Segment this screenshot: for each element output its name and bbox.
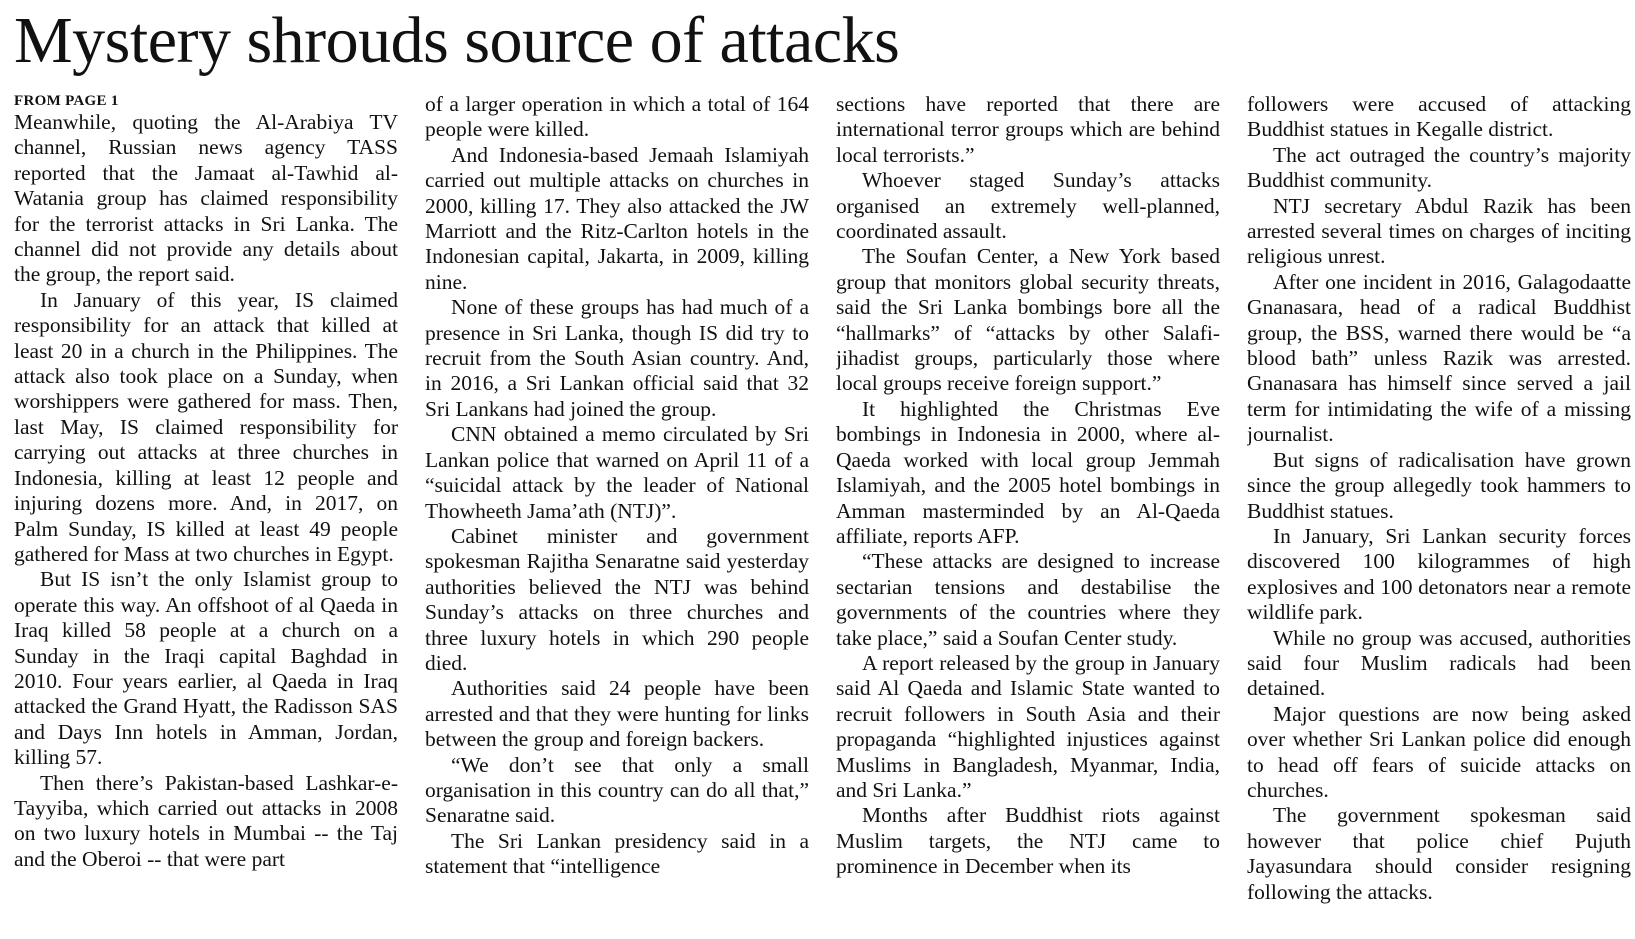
paragraph: Meanwhile, quoting the Al-Arabiya TV channel, Russian news agency TASS reported that the Jamaat al-Tawhid al-Watania group has claimed responsibility for the terrorist attacks in Sri Lanka. The channel did not provide any details about the group, the report said. bbox=[14, 110, 398, 287]
paragraph: “We don’t see that only a small organisation in this country can do all that,” Senaratne said. bbox=[425, 752, 809, 828]
article-column-1 bbox=[14, 92, 398, 922]
paragraph: In January of this year, IS claimed responsibility for an attack that killed at least 20 in a church in the Philippines. The attack also took place on a Sunday, when worshippers were gathered for mass. Then, last May, IS claimed responsibility for carrying out attacks at three churches in Indonesia, killing at least 12 people and injuring dozens more. And, in 2017, on Palm Sunday, IS killed at least 49 people gathered for Mass at two churches in Egypt. bbox=[14, 287, 398, 566]
paragraph: Whoever staged Sunday’s attacks organised an extremely well-planned, coordinated assault. bbox=[836, 168, 1220, 244]
headline: Mystery shrouds source of attacks bbox=[14, 4, 900, 77]
paragraph: followers were accused of attacking Buddhist statues in Kegalle district. bbox=[1247, 92, 1631, 142]
paragraph: In January, Sri Lankan security forces discovered 100 kilogrammes of high explosives and 100 detonators near a remote wildlife park. bbox=[1247, 523, 1631, 625]
paragraph: Cabinet minister and government spokesman Rajitha Senaratne said yesterday authorities believed the NTJ was behind Sunday’s attacks on three churches and three luxury hotels in which 290 people died. bbox=[425, 523, 809, 675]
paragraph: But IS isn’t the only Islamist group to operate this way. An offshoot of al Qaeda in Iraq killed 58 people at a church on a Sunday in the Iraqi capital Baghdad in 2010. Four years earlier, al Qaeda in Iraq attacked the Grand Hyatt, the Radisson SAS and Days Inn hotels in Amman, Jordan, killing 57. bbox=[14, 567, 398, 770]
paragraph: “These attacks are designed to increase sectarian tensions and destabilise the governments of the countries where they take place,” said a Soufan Center study. bbox=[836, 549, 1220, 650]
paragraph: Authorities said 24 people have been arrested and that they were hunting for links between the group and foreign backers. bbox=[425, 676, 809, 752]
article-column-3 bbox=[836, 92, 1220, 922]
paragraph: CNN obtained a memo circulated by Sri Lankan police that warned on April 11 of a “suicidal attack by the leader of National Thowheeth Jama’ath (NTJ)”. bbox=[425, 422, 809, 523]
article-column-2 bbox=[425, 92, 809, 922]
paragraph: But signs of radicalisation have grown since the group allegedly took hammers to Buddhist statues. bbox=[1247, 447, 1631, 523]
paragraph: Then there’s Pakistan-based Lashkar-e-Tayyiba, which carried out attacks in 2008 on two luxury hotels in Mumbai -- the Taj and the Oberoi -- that were part bbox=[14, 770, 398, 871]
paragraph: The government spokesman said however that police chief Pujuth Jayasundara should consider resigning following the attacks. bbox=[1247, 803, 1631, 904]
article-columns bbox=[14, 92, 1631, 922]
paragraph: While no group was accused, authorities said four Muslim radicals had been detained. bbox=[1247, 625, 1631, 701]
paragraph: sections have reported that there are international terror groups which are behind local terrorists.” bbox=[836, 92, 1220, 167]
paragraph: The Soufan Center, a New York based group that monitors global security threats, said the Sri Lanka bombings bore all the “hallmarks” of “attacks by other Salafi-jihadist groups, particularly those where local groups receive foreign support.” bbox=[836, 244, 1220, 396]
paragraph: of a larger operation in which a total of 164 people were killed. bbox=[425, 92, 809, 142]
paragraph: A report released by the group in January said Al Qaeda and Islamic State wanted to recruit followers in South Asia and their propaganda “highlighted injustices against Muslims in Bangladesh, Myanmar, India, and Sri Lanka.” bbox=[836, 650, 1220, 802]
article-column-4 bbox=[1247, 92, 1631, 922]
paragraph: The act outraged the country’s majority Buddhist community. bbox=[1247, 142, 1631, 193]
paragraph: After one incident in 2016, Galagodaatte Gnanasara, head of a radical Buddhist group, the BSS, warned there would be “a blood bath” unless Razik was arrested. Gnanasara has himself since served a jail term for intimidating the wife of a missing journalist. bbox=[1247, 269, 1631, 447]
continuation-kicker: FROM PAGE 1 bbox=[14, 93, 119, 109]
paragraph: It highlighted the Christmas Eve bombings in Indonesia in 2000, where al-Qaeda worked with local group Jemmah Islamiyah, and the 2005 hotel bombings in Amman masterminded by an Al-Qaeda affiliate, reports AFP. bbox=[836, 396, 1220, 548]
paragraph: And Indonesia-based Jemaah Islamiyah carried out multiple attacks on churches in 2000, killing 17. They also attacked the JW Marriott and the Ritz-Carlton hotels in the Indonesian capital, Jakarta, in 2009, killing nine. bbox=[425, 142, 809, 294]
paragraph: The Sri Lankan presidency said in a statement that “intelligence bbox=[425, 828, 809, 879]
paragraph: NTJ secretary Abdul Razik has been arrested several times on charges of inciting religious unrest. bbox=[1247, 193, 1631, 269]
paragraph: Major questions are now being asked over whether Sri Lankan police did enough to head off fears of suicide attacks on churches. bbox=[1247, 701, 1631, 802]
paragraph: None of these groups has had much of a presence in Sri Lanka, though IS did try to recruit from the South Asian country. And, in 2016, a Sri Lankan official said that 32 Sri Lankans had joined the group. bbox=[425, 295, 809, 421]
paragraph: Months after Buddhist riots against Muslim targets, the NTJ came to prominence in December when its bbox=[836, 803, 1220, 879]
